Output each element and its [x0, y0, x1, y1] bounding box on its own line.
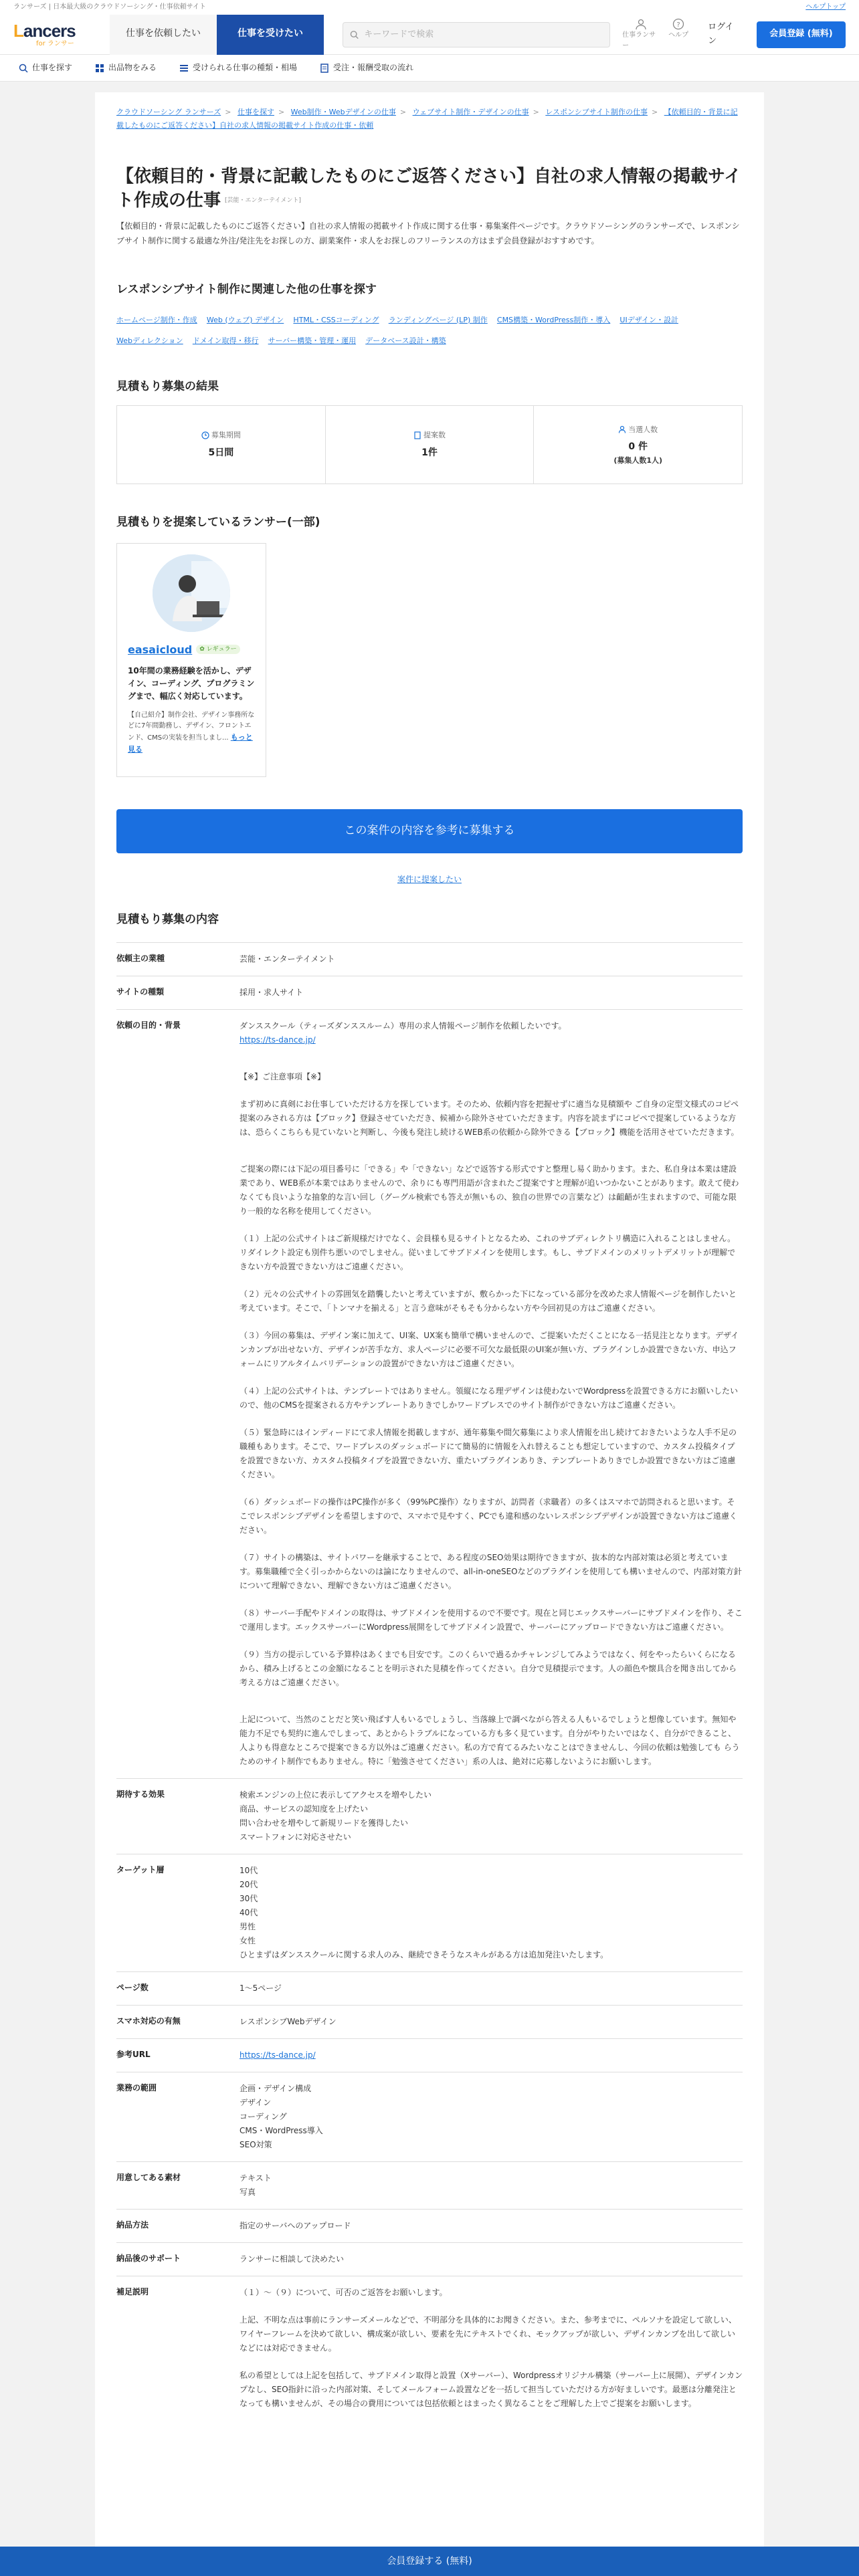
- help-top-link[interactable]: ヘルプトップ: [805, 3, 846, 11]
- search-input[interactable]: [364, 29, 603, 39]
- subnav-products[interactable]: [95, 62, 157, 74]
- badge-label: レギュラー: [206, 646, 237, 653]
- logo-mark: Lancers: [13, 20, 76, 41]
- page-title-text: 【依頼目的・背景に記載したものにご返答ください】自社の求人情報の掲載サイト作成の仕事: [116, 166, 742, 211]
- target-item: 女性: [240, 1936, 256, 1946]
- lancer-name-row: [128, 641, 255, 659]
- main-content: [95, 92, 764, 2571]
- row-value: [240, 1010, 743, 1778]
- related-link[interactable]: Webディレクション: [116, 336, 183, 345]
- row-value: [240, 1854, 743, 1971]
- related-link[interactable]: データベース設計・構築: [365, 336, 446, 345]
- page-lead: 【依頼目的・背景に記載したものにご返答ください】自社の求人情報の掲載サイト作成に関する仕事・募集案件ページです。クラウドソーシングのランサーズで、レスポンシブサイト制作に関する最適な外注/発注先をお探しの方、副業案件・求人をお探しのフリーランスの方はまず会員登録がおすすめです。: [116, 221, 740, 245]
- row-value: 1～5ページ: [240, 1983, 282, 1994]
- site-tagline: ランサーズ | 日本最大級のクラウドソーシング・仕事依頼サイト: [13, 3, 206, 11]
- sticky-signup-bar[interactable]: 会員登録する (無料): [0, 2547, 859, 2576]
- tab-find-work-client[interactable]: 仕事を依頼したい: [110, 15, 217, 55]
- row-label: スマホ対応の有無: [116, 2016, 181, 2026]
- target-item: 20代: [240, 1880, 258, 1890]
- purpose-paragraph: 【※】ご注意事項【※】: [240, 1072, 326, 1082]
- row-label: ページ数: [116, 1983, 149, 1993]
- svg-text:?: ?: [676, 21, 680, 29]
- row-value: [240, 2039, 743, 2072]
- avatar[interactable]: [153, 554, 230, 632]
- table-row: [116, 1779, 743, 1854]
- breadcrumb-link[interactable]: 仕事を探す: [237, 108, 274, 116]
- list-icon: [179, 64, 189, 73]
- status-badge: [196, 645, 240, 654]
- purpose-paragraph: （３）今回の募集は、デザイン案に加えて、UI案、UX案も簡単で構いませんので、ご提案いただくことになる一括見注となります。デザインカンプが出せない方、デザインが苦手な方、求人ページに必要不可欠な最低限のUI案が無い方、プラグインしか設置できない方、申込フォームにリアルタイムバリデーションの設置ができない方はご遠慮ください。: [240, 1331, 739, 1369]
- search-icon: [350, 30, 359, 39]
- related-link[interactable]: ドメイン取得・移行: [192, 336, 259, 345]
- site-header: [0, 15, 859, 55]
- stat-value: 1件: [421, 447, 438, 458]
- purpose-paragraph: （８）サーバー手配やドメインの取得は、サブドメインを使用するので不要です。現在と同じエックスサーバーにサブドメインを作り、そこで運用します。エックスサーバーにWordpress展開をしてサブドメイン設置で、サーバーにアップロードできない方はご遠慮ください。: [240, 1608, 743, 1632]
- stat-hired: [534, 406, 742, 484]
- subnav-find-work[interactable]: [19, 62, 72, 74]
- subnav-label: 仕事を探す: [32, 62, 73, 72]
- row-value: [240, 1779, 743, 1854]
- grid-icon: [95, 64, 104, 73]
- results-stats: [116, 405, 743, 484]
- row-label: サイトの種類: [116, 987, 165, 997]
- related-link[interactable]: サーバー構築・管理・運用: [268, 336, 357, 345]
- stat-label: 当選人数: [628, 425, 658, 434]
- breadcrumb-link[interactable]: ウェブサイト制作・デザインの仕事: [412, 108, 529, 116]
- effect-item: 商品、サービスの認知度を上げたい: [240, 1804, 369, 1814]
- lancer-card[interactable]: [116, 543, 266, 777]
- table-row: [116, 1854, 743, 1972]
- purpose-paragraph: ご提案の際には下記の項目番号に「できる」や「できない」などで返答する形式ですと整理し易く助かります。また、私自身は本業は建設業であり、WEB系が本業ではありませんので、余りにも専門用語が含まれたご提案ですと理解が追いつかないことがあります。敢えて使わなくても良いような抽象的な言い回し（グーグル検索でも答えが無いもの、独自の世界での言葉など）は齟齬が生まれますので、可能な限り一般的な名称を使用してください。: [240, 1164, 739, 1216]
- breadcrumb-current: 【依頼目的・背景に記載したものにご返答ください】自社の求人情報の掲載サイト作成の仕事・依頼: [116, 108, 738, 130]
- scope-item: CMS・WordPress導入: [240, 2126, 323, 2136]
- table-row: [116, 2210, 743, 2243]
- lancer-tagline: 10年間の業務経験を活かし、デザイン、コーディング、プログラミングまで、幅広く対応しています。: [128, 666, 255, 702]
- person-icon: [618, 425, 626, 433]
- row-value: 指定のサーバへのアップロード: [240, 2221, 351, 2231]
- scope-item: SEO対策: [240, 2140, 272, 2150]
- purpose-paragraph: （６）ダッシュボードの操作はPC操作が多く（99%PC操作）なりますが、訪問者（求職者）の多くはスマホで訪問されると思います。そこでレスポンシブデザインを希望しますので、スマホで見やすく、PCでも違和感のないレスポンシブデザインが設置できない方はご遠慮ください。: [240, 1497, 737, 1535]
- stat-value: 0 件: [628, 441, 648, 453]
- related-link[interactable]: ランディングページ (LP) 制作: [388, 315, 488, 324]
- table-row: [116, 2276, 743, 2420]
- row-label: 依頼の目的・背景: [116, 1021, 181, 1031]
- breadcrumb-link[interactable]: クラウドソーシング ランサーズ: [116, 108, 221, 116]
- row-value: [240, 2276, 743, 2420]
- lancer-description: [128, 710, 255, 756]
- login-link[interactable]: ログイン: [708, 21, 734, 46]
- header-tabs: [110, 15, 324, 55]
- tab-receive-work[interactable]: 仕事を受けたい: [217, 15, 324, 55]
- related-link[interactable]: HTML・CSSコーディング: [293, 315, 379, 324]
- row-value: ランサーに相談して決めたい: [240, 2254, 345, 2264]
- notes-paragraph: 私の希望としては上記を包括して、サブドメイン取得と設置（Xサーバー）、Wordpressオリジナル構築（サーバー上に展開）、デザインカンプなし、SEO指針に沿った内部対策、そしてメールフォーム設置などを一括して担当していただける方が好ましいです。最悪は分離発注となっても構いませんが、その場合の費用については包括依頼とはまったく異なることをご理解した上でご提案をお願いします。: [240, 2371, 743, 2409]
- lancers-heading: 見積もりを提案しているランサー(一部): [116, 516, 320, 530]
- scope-item: 企画・デザイン構成: [240, 2084, 312, 2094]
- results-heading: 見積もり募集の結果: [116, 380, 219, 394]
- badge-icon: ✿: [199, 646, 207, 653]
- lancer-name-link[interactable]: easaicloud: [128, 643, 193, 656]
- subnav-label: 出品物をみる: [108, 62, 157, 72]
- row-label: 期待する効果: [116, 1790, 165, 1800]
- purpose-url-link[interactable]: https://ts-dance.jp/: [240, 1035, 316, 1045]
- row-value: [240, 2162, 743, 2209]
- row-label: 依頼主の業種: [116, 954, 165, 964]
- stat-value: 5日間: [208, 447, 234, 458]
- lancers-logo[interactable]: [13, 18, 90, 51]
- table-row: [116, 2162, 743, 2210]
- table-row: [116, 2039, 743, 2072]
- stat-label: 提案数: [423, 431, 446, 440]
- table-row: [116, 2072, 743, 2162]
- help-icon: [672, 18, 684, 30]
- row-label: 納品方法: [116, 2220, 149, 2230]
- row-label: 業務の範囲: [116, 2083, 157, 2093]
- help-button[interactable]: [660, 18, 697, 51]
- stat-proposals: [326, 406, 535, 484]
- clock-icon: [201, 431, 209, 439]
- target-item: 40代: [240, 1908, 258, 1918]
- category-tag: [芸能・エンターテイメント]: [225, 197, 301, 205]
- details-heading: 見積もり募集の内容: [116, 913, 219, 927]
- target-item: 男性: [240, 1922, 256, 1932]
- find-lancer-button[interactable]: [622, 18, 660, 51]
- effect-item: 検索エンジンの上位に表示してアクセスを増やしたい: [240, 1790, 432, 1800]
- purpose-intro: ダンススクール（ティーズダンススルーム）専用の求人情報ページ制作を依頼したいです。: [240, 1021, 567, 1031]
- signup-button[interactable]: 会員登録 (無料): [757, 21, 846, 48]
- material-item: 写真: [240, 2187, 256, 2197]
- row-value: 採用・求人サイト: [240, 988, 304, 998]
- table-row: [116, 1972, 743, 2006]
- breadcrumb: クラウドソーシング ランサーズ > 仕事を探す > Web制作・Webデザインの仕事 > ウェブサイト制作・デザインの仕事 > レスポンシブサイト制作の仕事 > 【依頼目的・背景に記載したものにご返答ください】自社の求人情報の掲載サイト作成の仕事・依頼: [116, 108, 738, 130]
- document-icon: [320, 64, 329, 73]
- top-strip: [0, 0, 859, 15]
- related-link[interactable]: ホームページ制作・作成: [116, 315, 197, 324]
- subnav-flow[interactable]: [320, 62, 413, 74]
- scope-item: コーディング: [240, 2112, 287, 2122]
- subnav-label: 受注・報酬受取の流れ: [333, 62, 414, 72]
- purpose-paragraph: （９）当方の提示している予算枠はあくまでも目安です。このくらいで過るかチャレンジしてみようではなく、何をやったらいくらになるから、積み上げるとこの金額になることを明示された見積を作ってください。自分で見積提示でます。人の顔色や懐具合を聞き出してから考える方はご遠慮ください。: [240, 1650, 737, 1688]
- purpose-paragraph: （２）元々の公式サイトの雰囲気を踏襲したいと考えていますが、敷らかった下になっている部分を改めた求人情報ページを制作したいと考えています。そこで、「トンマナを揃える」と言う意味がそもそも分からない方や今回初見の方はご遠慮ください。: [240, 1289, 737, 1313]
- search-icon: [19, 64, 28, 73]
- subnav-job-types[interactable]: [179, 62, 297, 74]
- related-link[interactable]: UIデザイン・設計: [619, 315, 678, 324]
- purpose-paragraph: （７）サイトの構築は、サイトパワーを継承することで、ある程度のSEO効果は期待できますが、抜本的な内部対策は必須と考えています。募集職種で全く引っかからないのは論になりませんので、all-in-oneSEOなどのプラグインを使用しても構いませんので、内部対策方針について理解できない、理解できない方はご遠慮ください。: [240, 1553, 742, 1591]
- target-note: ひとまずはダンススクールに関する求人のみ、継続できそうなスキルがある方は追加発注いたします。: [240, 1950, 609, 1960]
- propose-link-wrap: [116, 873, 743, 887]
- subnav-label: 受けられる仕事の種類・相場: [193, 62, 298, 72]
- row-label: 用意してある素材: [116, 2173, 181, 2183]
- page-title: [116, 165, 743, 213]
- row-value: レスポンシブWebデザイン: [240, 2017, 337, 2027]
- related-links: [116, 310, 743, 351]
- effect-item: 問い合わせを増やして新規リードを獲得したい: [240, 1818, 409, 1828]
- related-heading: レスポンシブサイト制作に関連した他の仕事を探す: [116, 282, 377, 296]
- purpose-paragraph: （５）緊急時にはインディードにて求人情報を掲載しますが、通年募集や間欠募集により求人情報を出し続けておきたいような人手不足の職種もあります。そこで、ワードプレスのダッシュボードにて簡易的に情報を入れ替えることも想定していますので、カスタム投稿タイプを設置できない方、カスタム投稿タイプを設置できない方、重たいプラグインありき、テンプレートありきでしか設置できない方はご遠慮ください。: [240, 1428, 737, 1480]
- related-link[interactable]: Web (ウェブ) デザイン: [206, 315, 284, 324]
- reference-url-link[interactable]: https://ts-dance.jp/: [240, 2050, 316, 2060]
- breadcrumb-link[interactable]: レスポンシブサイト制作の仕事: [545, 108, 648, 116]
- purpose-paragraph: （４）上記の公式サイトは、テンプレートではありません。領縦になる理デザインは使わないでWordpressを設置できる方にお願いしたいので、他のCMSを提案される方やテンプレートありきでしかワードプレスでのサイト制作ができない方はご遠慮ください。: [240, 1386, 738, 1410]
- help-label: ヘルプ: [668, 31, 689, 39]
- logo-sub: for ランサー: [36, 39, 74, 47]
- row-label: 補足説明: [116, 2287, 149, 2297]
- more-link[interactable]: もっと見る: [128, 732, 253, 754]
- scope-item: デザイン: [240, 2098, 272, 2108]
- purpose-paragraph: （１）上記の公式サイトはご新規様だけでなく、会員様も見るサイトとなるため、これのサブディレクトリ構造に入れることはしません。リダイレクト設定も別件ち悪いのでしません。従いましてサブドメインを使用します。もし、サブドメインのメリットデメリットが理解できない方や設置できない方はご遠慮ください。: [240, 1234, 736, 1272]
- table-row: [116, 2243, 743, 2276]
- purpose-paragraph: まず初めに真剣にお仕事していただける方を探しています。そのため、依頼内容を把握せずに適当な見積額や ご自身の定型文様式のコピペ提案のみされる方は【ブロック】登録させていただき、候補から除外させていただきます。内容を読まずにコピペで提案しているような方は、恐らくこちらも見ていないと判断し、今後も発注し続けるWEB系の依頼から除外できる【ブロック】機能を活用させていただきます。: [240, 1099, 739, 1138]
- person-icon: [635, 18, 647, 30]
- row-label: 参考URL: [116, 2050, 151, 2060]
- material-item: テキスト: [240, 2173, 272, 2183]
- lancer-desc-text: 【自己紹介】制作会社、デザイン事務所などに7年間勤務し、デザイン、フロントエンド、CMSの実装を担当しまし...: [128, 711, 255, 742]
- row-label: 納品後のサポート: [116, 2254, 181, 2264]
- avatar-photo: [153, 554, 230, 632]
- details-table: [116, 942, 743, 2420]
- table-row: [116, 943, 743, 976]
- stat-period: [117, 406, 326, 484]
- target-item: 30代: [240, 1894, 258, 1904]
- stat-note: (募集人数1人): [613, 455, 663, 465]
- notes-paragraph: （１）～（９）について、可否のご返答をお願いします。: [240, 2288, 448, 2298]
- document-icon: [413, 431, 421, 439]
- row-value: 芸能・エンターテイメント: [240, 954, 335, 964]
- row-value: [240, 2072, 743, 2161]
- notes-paragraph: 上記、不明な点は事前にランサーズメールなどで、不明部分を具体的にお聞きください。また、参考までに、ペルソナを設定して欲しい、ワイヤーフレームを決めて欲しい、構成案が欲しい、要素を先にテキストでくれ、モックアップが欲しい、デザインカンプを出して欲しいなどには対応できません。: [240, 2315, 737, 2353]
- stat-label: 募集期間: [211, 431, 241, 440]
- apply-button[interactable]: この案件の内容を参考に募集する: [116, 809, 743, 853]
- purpose-paragraph: 上記について、当然のことだと笑い飛ばす人もいるでしょうし、当落線上で調べながら答える人もいるでしょうと想像しています。無知や能力不足でも契約に進んでしまって、あとからトラブルになっている方も多く見ています。自分がやりたいではなく、自分ができること、人よりも得意なところで提案できる方以外はご遠慮ください。私の方で育てるみたいなことはできませんし、今回の依頼は勉強しても らうためのサイト制作でもありません。特に「勉強させてください」系の人は、絶対に応募しないようにお願いします。: [240, 1715, 740, 1767]
- header-icons: [622, 18, 697, 51]
- effect-item: スマートフォンに対応させたい: [240, 1832, 351, 1842]
- table-row: [116, 1010, 743, 1779]
- breadcrumb-link[interactable]: Web制作・Webデザインの仕事: [290, 108, 396, 116]
- table-row: [116, 2006, 743, 2039]
- search-box[interactable]: [343, 22, 610, 47]
- row-label: ターゲット層: [116, 1865, 165, 1875]
- target-item: 10代: [240, 1866, 258, 1876]
- sub-navigation: [0, 55, 859, 82]
- related-link[interactable]: CMS構築・WordPress制作・導入: [496, 315, 611, 324]
- propose-link[interactable]: 案件に提案したい: [397, 874, 462, 884]
- find-lancer-label: 仕事ランサー: [622, 31, 656, 49]
- table-row: [116, 976, 743, 1010]
